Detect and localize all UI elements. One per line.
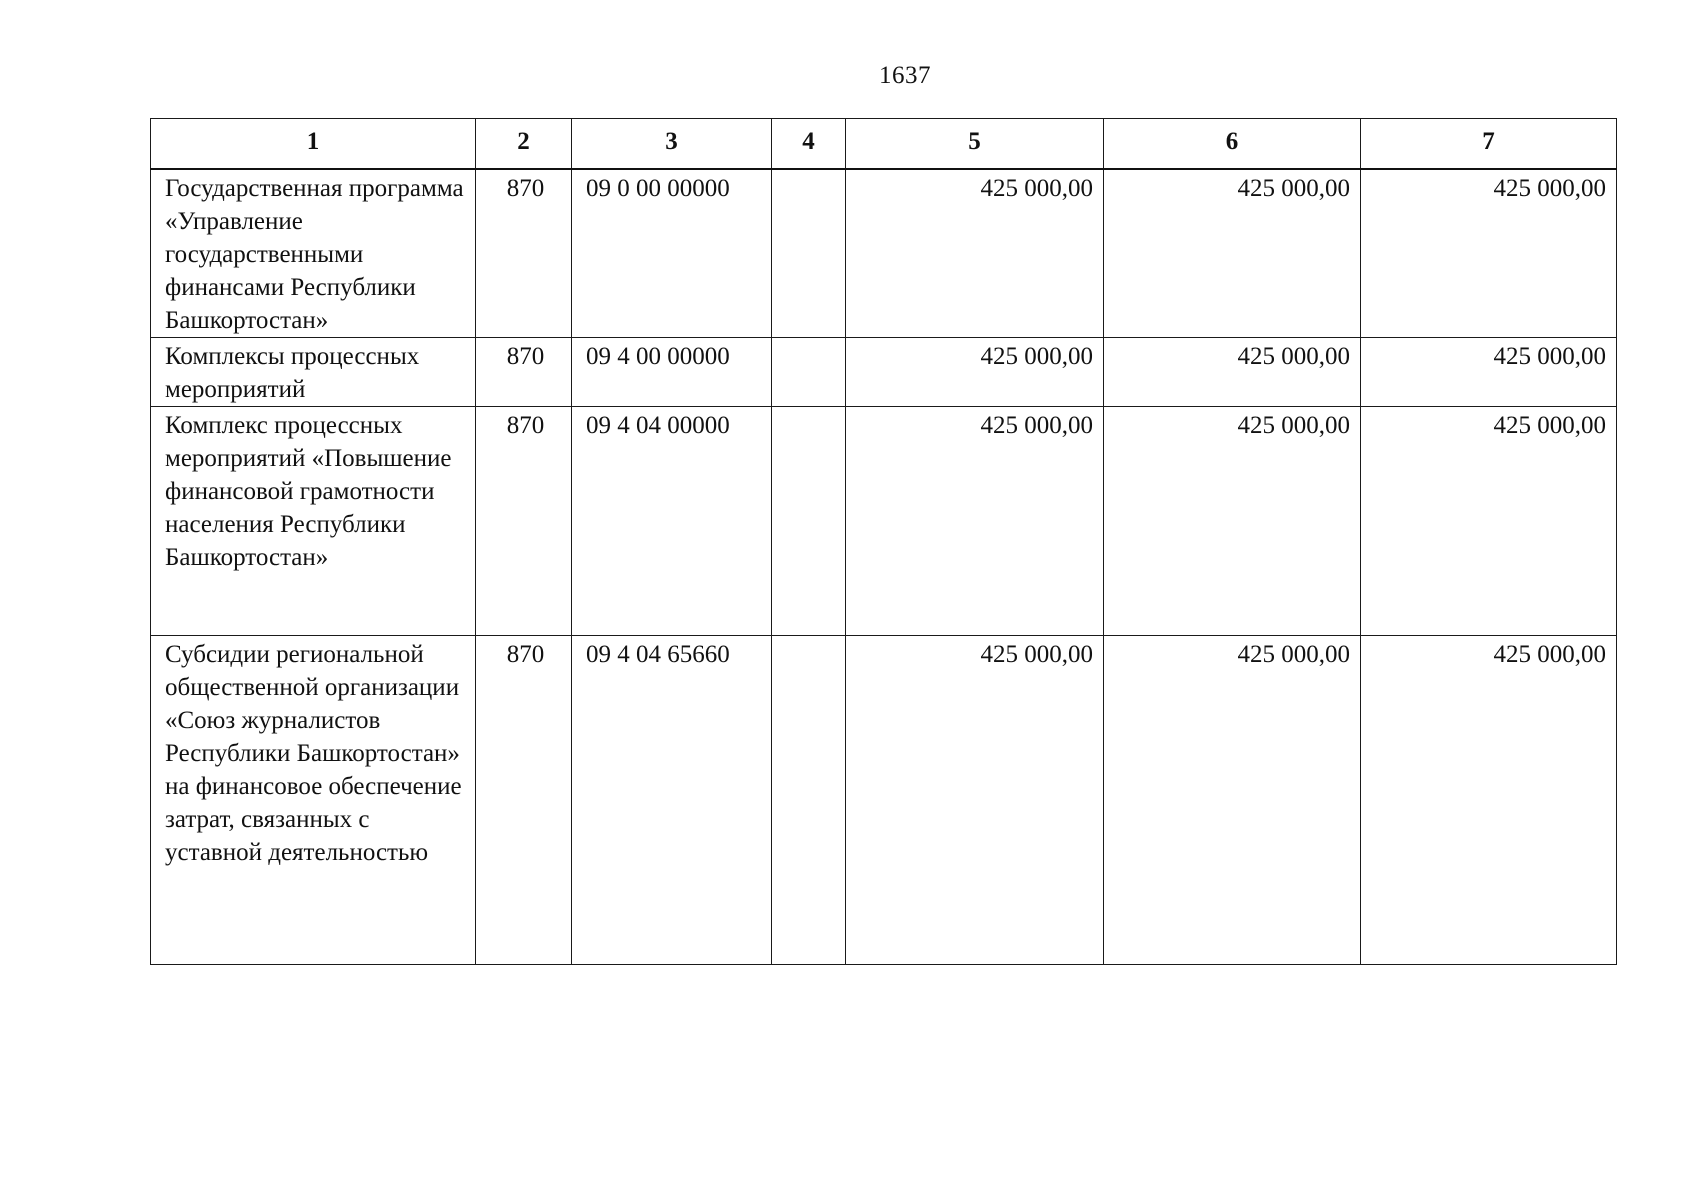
row-expense-type xyxy=(772,338,846,407)
row-target-article: 09 4 04 00000 xyxy=(572,407,772,636)
header-cell-3: 3 xyxy=(572,119,772,170)
row-name: Комплекс процессных мероприятий «Повышение финансовой грамотности населения Республики Башкортостан» xyxy=(151,407,476,636)
row-ministry-code: 870 xyxy=(476,636,572,965)
header-cell-7: 7 xyxy=(1361,119,1617,170)
row-amount-1: 425 000,00 xyxy=(846,407,1104,636)
row-name: Комплексы процессных мероприятий xyxy=(151,338,476,407)
row-target-article: 09 4 00 00000 xyxy=(572,338,772,407)
row-amount-3: 425 000,00 xyxy=(1361,636,1617,965)
header-cell-2: 2 xyxy=(476,119,572,170)
header-row xyxy=(151,119,1617,170)
row-target-article: 09 4 04 65660 xyxy=(572,636,772,965)
row-expense-type xyxy=(772,636,846,965)
row-ministry-code: 870 xyxy=(476,338,572,407)
header-cell-6: 6 xyxy=(1104,119,1361,170)
row-amount-1: 425 000,00 xyxy=(846,636,1104,965)
row-name: Государственная программа «Управление государственными финансами Республики Башкортостан» xyxy=(151,169,476,338)
row-ministry-code: 870 xyxy=(476,407,572,636)
budget-table xyxy=(150,118,1617,965)
header-cell-1: 1 xyxy=(151,119,476,170)
header-cell-5: 5 xyxy=(846,119,1104,170)
table-row xyxy=(151,407,1617,636)
row-amount-3: 425 000,00 xyxy=(1361,407,1617,636)
row-amount-1: 425 000,00 xyxy=(846,338,1104,407)
row-target-article: 09 0 00 00000 xyxy=(572,169,772,338)
row-ministry-code: 870 xyxy=(476,169,572,338)
table-body xyxy=(151,169,1617,965)
table-header xyxy=(151,119,1617,170)
table-row xyxy=(151,169,1617,338)
table-row xyxy=(151,636,1617,965)
row-amount-2: 425 000,00 xyxy=(1104,636,1361,965)
row-amount-3: 425 000,00 xyxy=(1361,338,1617,407)
page-number: 1637 xyxy=(879,62,931,89)
row-amount-2: 425 000,00 xyxy=(1104,338,1361,407)
row-amount-2: 425 000,00 xyxy=(1104,169,1361,338)
row-amount-1: 425 000,00 xyxy=(846,169,1104,338)
row-expense-type xyxy=(772,407,846,636)
table-row xyxy=(151,338,1617,407)
row-expense-type xyxy=(772,169,846,338)
row-amount-2: 425 000,00 xyxy=(1104,407,1361,636)
header-cell-4: 4 xyxy=(772,119,846,170)
row-amount-3: 425 000,00 xyxy=(1361,169,1617,338)
row-name: Субсидии региональной общественной организации «Союз журналистов Республики Башкортостан» на финансовое обеспечение затрат, связанных с уставной деятельностью xyxy=(151,636,476,965)
